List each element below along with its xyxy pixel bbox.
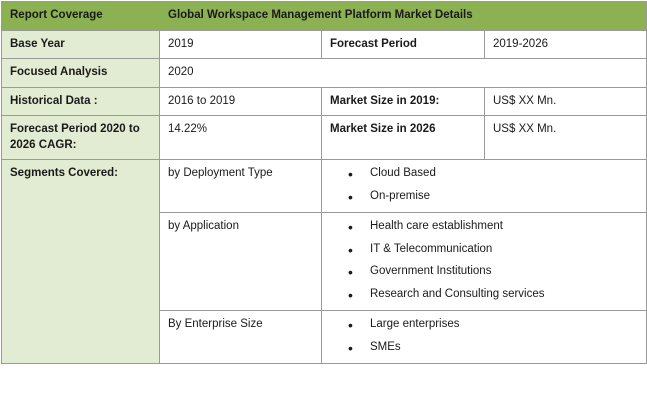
segment-items-application [322,213,647,311]
table-row [2,30,647,59]
row-label-forecast-cagr: Forecast Period 2020 to 2026 CAGR: [2,116,160,160]
segment-group-name-deployment-type: by Deployment Type [160,160,322,213]
list-item: • Health care establishment [348,219,638,235]
bullet-list [330,317,638,355]
segment-items-enterprise-size [322,311,647,364]
row-value-focused-analysis: 2020 [160,59,647,88]
row-value-base-year: 2019 [160,30,322,59]
row-label-historical-data: Historical Data : [2,87,160,116]
bullet-list [330,219,638,302]
row-label-focused-analysis: Focused Analysis [2,59,160,88]
header-report-coverage: Report Coverage [2,2,160,31]
row-label-forecast-period: Forecast Period [322,30,485,59]
row-value-historical-data: 2016 to 2019 [160,87,322,116]
list-item: • SMEs [348,340,638,356]
table-row [2,59,647,88]
row-value-market-size-2019: US$ XX Mn. [485,87,647,116]
segment-items-deployment-type [322,160,647,213]
segment-group-name-application: by Application [160,213,322,311]
list-item: • Research and Consulting services [348,287,638,303]
row-value-market-size-2026: US$ XX Mn. [485,116,647,160]
row-label-market-size-2019: Market Size in 2019: [322,87,485,116]
row-value-forecast-cagr: 14.22% [160,116,322,160]
bullet-list [330,166,638,204]
list-item: • IT & Telecommunication [348,242,638,258]
list-item: • On-premise [348,189,638,205]
header-market-details: Global Workspace Management Platform Market Details [160,2,647,31]
segment-group-name-enterprise-size: By Enterprise Size [160,311,322,364]
table-row [2,87,647,116]
row-label-base-year: Base Year [2,30,160,59]
row-label-market-size-2026: Market Size in 2026 [322,116,485,160]
list-item: • Government Institutions [348,264,638,280]
report-coverage-table [1,1,647,364]
list-item: • Cloud Based [348,166,638,182]
list-item: • Large enterprises [348,317,638,333]
row-label-segments-covered: Segments Covered: [2,160,160,364]
table-row [2,116,647,160]
table-row-header [2,2,647,31]
row-value-forecast-period: 2019-2026 [485,30,647,59]
table-row-segments-deployment [2,160,647,213]
